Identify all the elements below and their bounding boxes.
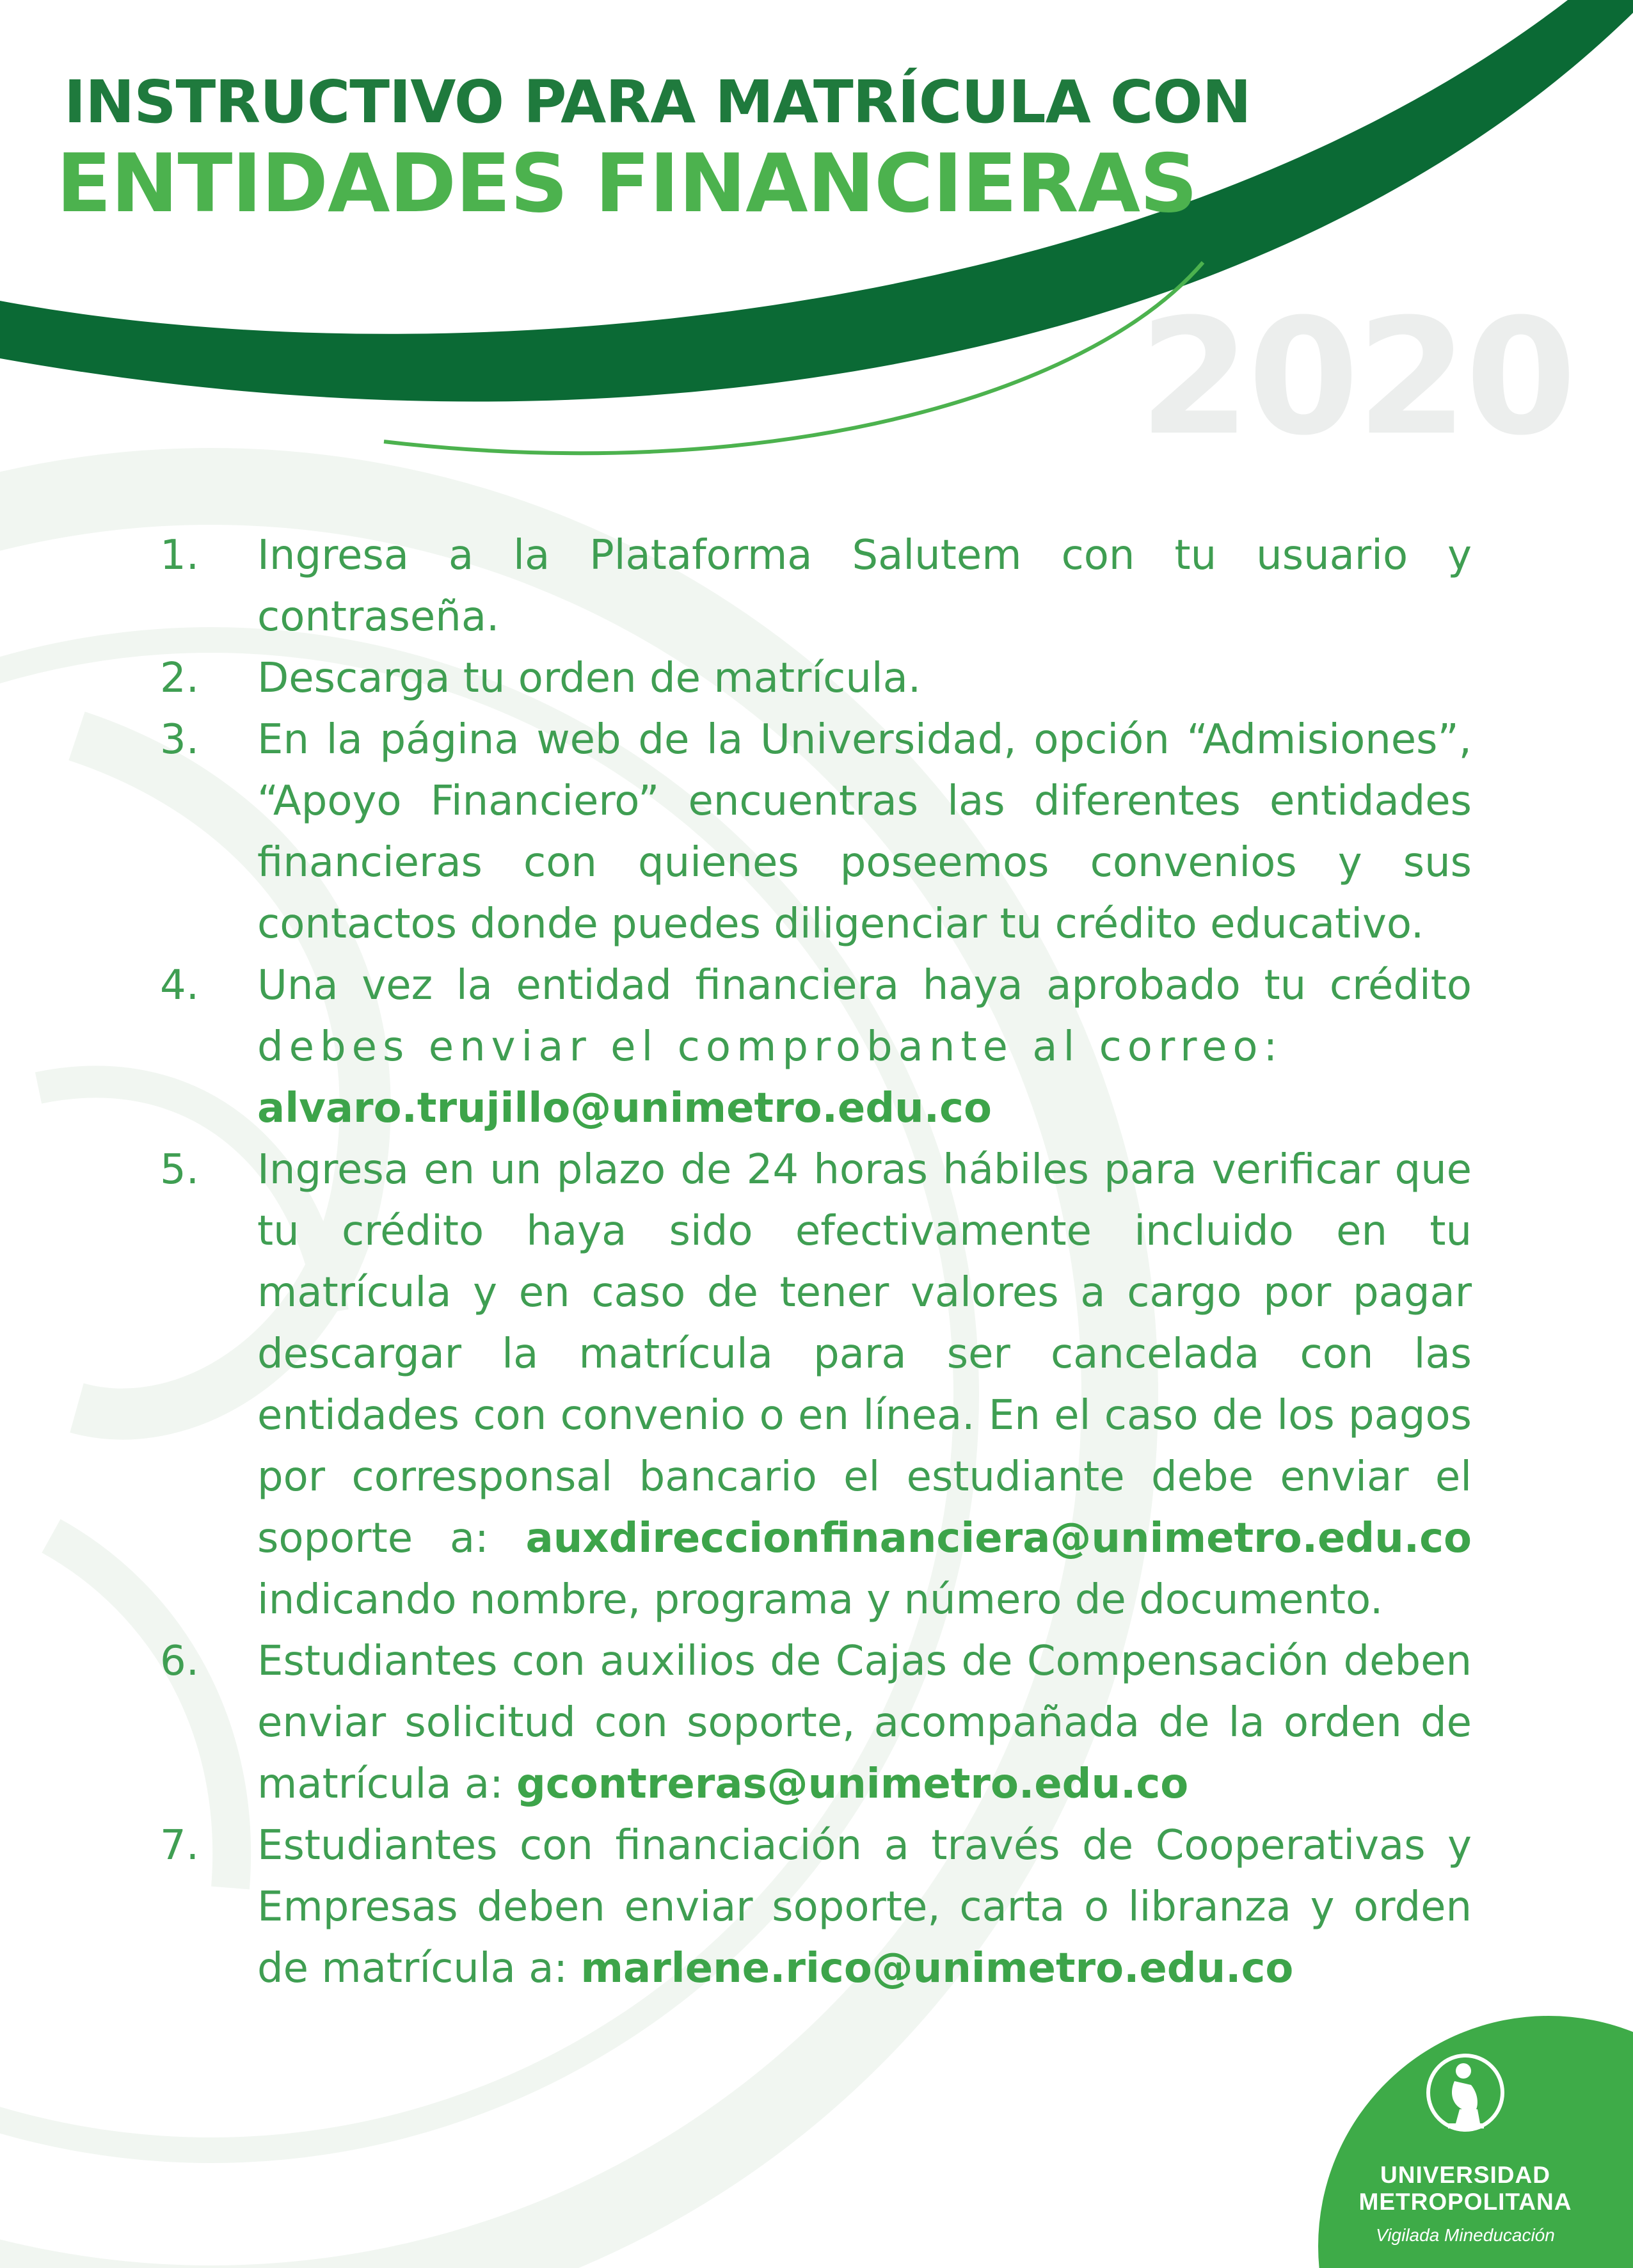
step-text-part: Descarga tu orden de matrícula. bbox=[257, 655, 921, 702]
step-number: 2. bbox=[160, 655, 200, 702]
step-text-part: Estudiantes con financiación a través de Cooperativas y Empresas deben enviar soporte, carta o libranza y orden de matrícula a: bbox=[257, 1822, 1472, 1992]
step-2 bbox=[160, 648, 1472, 709]
university-logo bbox=[1331, 2029, 1600, 2259]
step-text-part: Una vez la entidad financiera haya aprobado tu crédito bbox=[257, 962, 1472, 1009]
step-text bbox=[257, 1139, 1472, 1631]
email-link-auxdireccion[interactable]: auxdireccionfinanciera@unimetro.edu.co bbox=[525, 1515, 1472, 1562]
email-link-marlene[interactable]: marlene.rico@unimetro.edu.co bbox=[580, 1945, 1294, 1992]
step-text-part: Estudiantes con auxilios de Cajas de Compensación deben enviar solicitud con soporte, acompañada de la orden de matrícula a: bbox=[257, 1638, 1472, 1808]
year-watermark: 2020 bbox=[1139, 284, 1574, 470]
step-text bbox=[257, 955, 1472, 1139]
step-number: 3. bbox=[160, 716, 200, 763]
step-4 bbox=[160, 955, 1472, 1139]
step-text-part: Ingresa en un plazo de 24 horas hábiles para verificar que tu crédito haya sido efectivamente incluido en tu matrícula y en caso de tener valores a cargo por pagar descargar la matrícula para ser cancelada con las entidades con convenio o en línea. En el caso de los pagos por corresponsal bancario el estudiante debe enviar el soporte a: bbox=[257, 1146, 1472, 1562]
step-text-part: Ingresa a la Plataforma Salutem con tu usuario y contraseña. bbox=[257, 532, 1472, 641]
thinker-emblem-icon bbox=[1424, 2048, 1507, 2157]
email-link-alvaro[interactable]: alvaro.trujillo@unimetro.edu.co bbox=[257, 1085, 992, 1132]
step-text bbox=[257, 525, 1472, 648]
step-text-part: indicando nombre, programa y número de documento. bbox=[257, 1576, 1383, 1624]
step-number: 1. bbox=[160, 532, 200, 579]
step-number: 4. bbox=[160, 962, 200, 1009]
step-number: 6. bbox=[160, 1638, 200, 1685]
step-text-part: debes enviar el comprobante al correo: bbox=[257, 1023, 1284, 1071]
step-text bbox=[257, 1631, 1472, 1815]
title-line-1: INSTRUCTIVO PARA MATRÍCULA CON bbox=[64, 68, 1251, 136]
step-number: 7. bbox=[160, 1822, 200, 1869]
step-1 bbox=[160, 525, 1472, 648]
step-text bbox=[257, 1815, 1472, 1999]
email-link-gcontreras[interactable]: gcontreras@unimetro.edu.co bbox=[516, 1761, 1189, 1808]
step-text bbox=[257, 709, 1472, 955]
steps-list bbox=[160, 525, 1472, 1999]
step-3 bbox=[160, 709, 1472, 955]
step-5 bbox=[160, 1139, 1472, 1631]
step-6 bbox=[160, 1631, 1472, 1815]
step-text bbox=[257, 648, 1472, 709]
logo-subtitle: Vigilada Mineducación bbox=[1376, 2225, 1555, 2245]
step-text-part: En la página web de la Universidad, opción “Admisiones”, “Apoyo Financiero” encuentras las diferentes entidades financieras con quienes poseemos convenios y sus contactos donde puedes diligenciar tu crédito educativo. bbox=[257, 716, 1472, 948]
title-line-2: ENTIDADES FINANCIERAS bbox=[56, 136, 1197, 230]
logo-name-line-1: UNIVERSIDAD bbox=[1380, 2162, 1550, 2188]
logo-name-line-2: METROPOLITANA bbox=[1358, 2189, 1572, 2215]
step-number: 5. bbox=[160, 1146, 200, 1194]
step-7 bbox=[160, 1815, 1472, 1999]
